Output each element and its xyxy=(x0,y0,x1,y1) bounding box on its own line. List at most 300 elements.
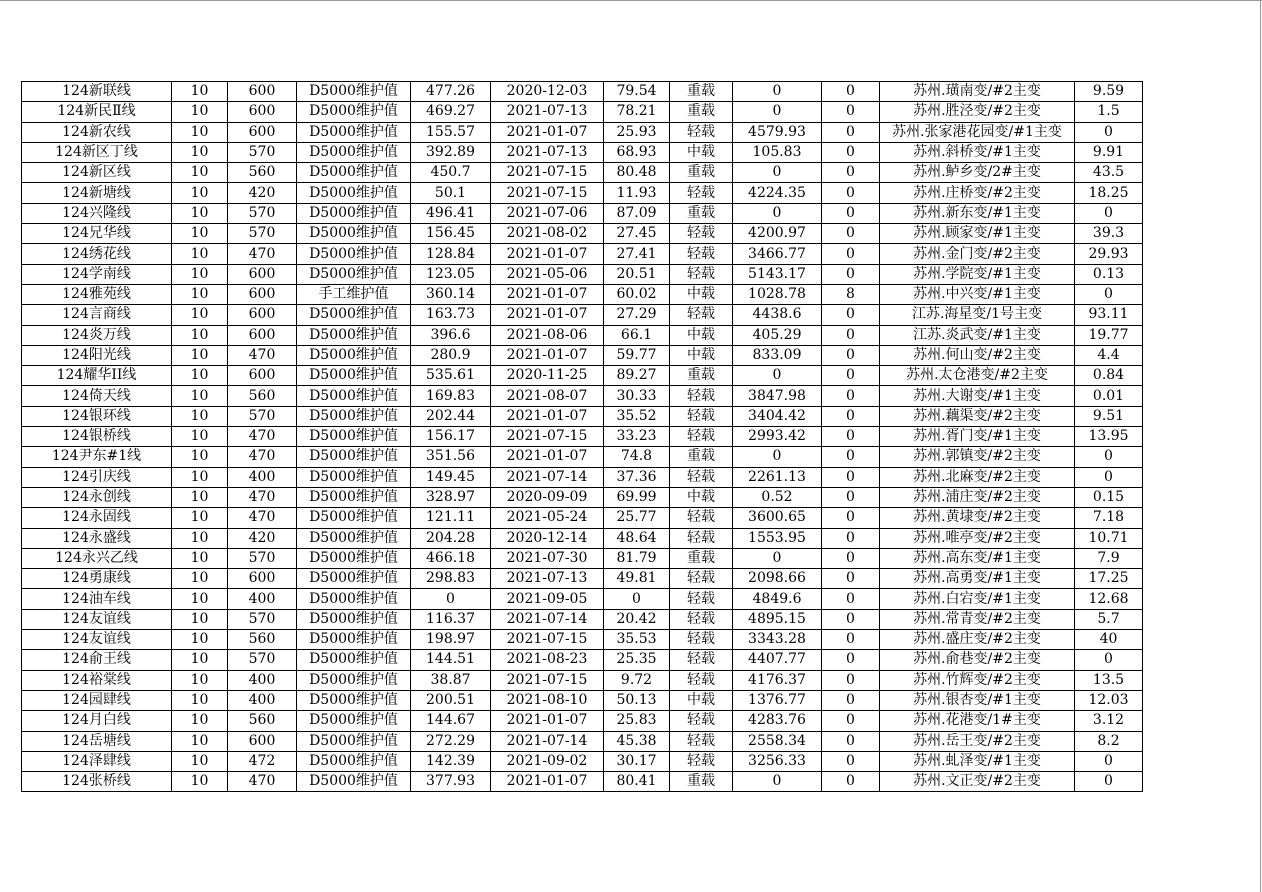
load-rate-cell[interactable]: 68.93 xyxy=(604,142,670,162)
value-cell[interactable]: 5.7 xyxy=(1075,609,1143,629)
substation-cell[interactable]: 苏州.竹辉变/#2主变 xyxy=(880,670,1075,690)
table-row[interactable] xyxy=(22,264,1143,284)
load-rate-cell[interactable]: 9.72 xyxy=(604,670,670,690)
current-cell[interactable]: 156.17 xyxy=(411,427,491,447)
substation-cell[interactable]: 苏州.胜泾变/#2主变 xyxy=(880,102,1075,122)
table-row[interactable] xyxy=(22,670,1143,690)
line-name-cell[interactable]: 124永创线 xyxy=(22,487,172,507)
load-rate-cell[interactable]: 45.38 xyxy=(604,731,670,751)
voltage-cell[interactable]: 10 xyxy=(172,731,228,751)
source-cell[interactable]: D5000维护值 xyxy=(297,325,411,345)
source-cell[interactable]: D5000维护值 xyxy=(297,142,411,162)
current-cell[interactable]: 496.41 xyxy=(411,203,491,223)
voltage-cell[interactable]: 10 xyxy=(172,690,228,710)
count-cell[interactable]: 0 xyxy=(822,772,880,792)
count-cell[interactable]: 0 xyxy=(822,427,880,447)
capacity-cell[interactable]: 4849.6 xyxy=(733,589,822,609)
count-cell[interactable]: 0 xyxy=(822,609,880,629)
value-cell[interactable]: 0.84 xyxy=(1075,366,1143,386)
current-cell[interactable]: 38.87 xyxy=(411,670,491,690)
source-cell[interactable]: D5000维护值 xyxy=(297,589,411,609)
table-row[interactable] xyxy=(22,630,1143,650)
source-cell[interactable]: D5000维护值 xyxy=(297,203,411,223)
value-cell[interactable]: 7.18 xyxy=(1075,508,1143,528)
load-rate-cell[interactable]: 27.45 xyxy=(604,224,670,244)
rated-current-cell[interactable]: 470 xyxy=(228,772,297,792)
load-level-cell[interactable]: 轻载 xyxy=(670,264,733,284)
count-cell[interactable]: 0 xyxy=(822,548,880,568)
line-name-cell[interactable]: 124尹东#1线 xyxy=(22,447,172,467)
load-level-cell[interactable]: 重载 xyxy=(670,447,733,467)
load-level-cell[interactable]: 轻载 xyxy=(670,711,733,731)
load-rate-cell[interactable]: 48.64 xyxy=(604,528,670,548)
line-name-cell[interactable]: 124园肆线 xyxy=(22,690,172,710)
capacity-cell[interactable]: 0 xyxy=(733,102,822,122)
line-name-cell[interactable]: 124学南线 xyxy=(22,264,172,284)
load-level-cell[interactable]: 中载 xyxy=(670,142,733,162)
table-row[interactable] xyxy=(22,427,1143,447)
count-cell[interactable]: 0 xyxy=(822,183,880,203)
load-rate-cell[interactable]: 20.51 xyxy=(604,264,670,284)
capacity-cell[interactable]: 0 xyxy=(733,163,822,183)
load-rate-cell[interactable]: 25.93 xyxy=(604,122,670,142)
source-cell[interactable]: D5000维护值 xyxy=(297,772,411,792)
substation-cell[interactable]: 苏州.黄埭变/#2主变 xyxy=(880,508,1075,528)
source-cell[interactable]: D5000维护值 xyxy=(297,224,411,244)
value-cell[interactable]: 39.3 xyxy=(1075,224,1143,244)
load-level-cell[interactable]: 轻载 xyxy=(670,630,733,650)
capacity-cell[interactable]: 2558.34 xyxy=(733,731,822,751)
date-cell[interactable]: 2021-05-06 xyxy=(491,264,604,284)
value-cell[interactable]: 0 xyxy=(1075,467,1143,487)
rated-current-cell[interactable]: 560 xyxy=(228,630,297,650)
capacity-cell[interactable]: 833.09 xyxy=(733,345,822,365)
load-level-cell[interactable]: 轻载 xyxy=(670,650,733,670)
substation-cell[interactable]: 苏州.璜南变/#2主变 xyxy=(880,82,1075,102)
current-cell[interactable]: 280.9 xyxy=(411,345,491,365)
date-cell[interactable]: 2021-05-24 xyxy=(491,508,604,528)
date-cell[interactable]: 2021-09-02 xyxy=(491,751,604,771)
value-cell[interactable]: 12.68 xyxy=(1075,589,1143,609)
value-cell[interactable]: 9.91 xyxy=(1075,142,1143,162)
table-row[interactable] xyxy=(22,102,1143,122)
load-rate-cell[interactable]: 25.35 xyxy=(604,650,670,670)
current-cell[interactable]: 0 xyxy=(411,589,491,609)
capacity-cell[interactable]: 405.29 xyxy=(733,325,822,345)
count-cell[interactable]: 0 xyxy=(822,508,880,528)
rated-current-cell[interactable]: 470 xyxy=(228,487,297,507)
date-cell[interactable]: 2021-01-07 xyxy=(491,284,604,304)
table-row[interactable] xyxy=(22,183,1143,203)
capacity-cell[interactable]: 0 xyxy=(733,82,822,102)
voltage-cell[interactable]: 10 xyxy=(172,325,228,345)
load-level-cell[interactable]: 轻载 xyxy=(670,244,733,264)
current-cell[interactable]: 204.28 xyxy=(411,528,491,548)
line-name-cell[interactable]: 124绣花线 xyxy=(22,244,172,264)
rated-current-cell[interactable]: 400 xyxy=(228,467,297,487)
substation-cell[interactable]: 苏州.俞巷变/#2主变 xyxy=(880,650,1075,670)
voltage-cell[interactable]: 10 xyxy=(172,163,228,183)
count-cell[interactable]: 8 xyxy=(822,284,880,304)
table-row[interactable] xyxy=(22,731,1143,751)
load-rate-cell[interactable]: 35.52 xyxy=(604,406,670,426)
value-cell[interactable]: 29.93 xyxy=(1075,244,1143,264)
current-cell[interactable]: 200.51 xyxy=(411,690,491,710)
rated-current-cell[interactable]: 600 xyxy=(228,82,297,102)
voltage-cell[interactable]: 10 xyxy=(172,630,228,650)
source-cell[interactable]: D5000维护值 xyxy=(297,751,411,771)
value-cell[interactable]: 93.11 xyxy=(1075,305,1143,325)
load-level-cell[interactable]: 轻载 xyxy=(670,731,733,751)
source-cell[interactable]: D5000维护值 xyxy=(297,102,411,122)
voltage-cell[interactable]: 10 xyxy=(172,609,228,629)
source-cell[interactable]: D5000维护值 xyxy=(297,630,411,650)
line-name-cell[interactable]: 124勇康线 xyxy=(22,569,172,589)
table-row[interactable] xyxy=(22,345,1143,365)
rated-current-cell[interactable]: 470 xyxy=(228,508,297,528)
date-cell[interactable]: 2020-12-03 xyxy=(491,82,604,102)
rated-current-cell[interactable]: 600 xyxy=(228,366,297,386)
capacity-cell[interactable]: 2261.13 xyxy=(733,467,822,487)
capacity-cell[interactable]: 0 xyxy=(733,366,822,386)
date-cell[interactable]: 2021-01-07 xyxy=(491,447,604,467)
source-cell[interactable]: D5000维护值 xyxy=(297,670,411,690)
voltage-cell[interactable]: 10 xyxy=(172,447,228,467)
current-cell[interactable]: 477.26 xyxy=(411,82,491,102)
count-cell[interactable]: 0 xyxy=(822,569,880,589)
substation-cell[interactable]: 苏州.新东变/#1主变 xyxy=(880,203,1075,223)
load-rate-cell[interactable]: 66.1 xyxy=(604,325,670,345)
voltage-cell[interactable]: 10 xyxy=(172,305,228,325)
rated-current-cell[interactable]: 470 xyxy=(228,244,297,264)
value-cell[interactable]: 0 xyxy=(1075,447,1143,467)
value-cell[interactable]: 18.25 xyxy=(1075,183,1143,203)
load-rate-cell[interactable]: 80.48 xyxy=(604,163,670,183)
source-cell[interactable]: D5000维护值 xyxy=(297,528,411,548)
line-name-cell[interactable]: 124兄华线 xyxy=(22,224,172,244)
count-cell[interactable]: 0 xyxy=(822,670,880,690)
date-cell[interactable]: 2021-07-13 xyxy=(491,142,604,162)
load-rate-cell[interactable]: 79.54 xyxy=(604,82,670,102)
capacity-cell[interactable]: 4407.77 xyxy=(733,650,822,670)
date-cell[interactable]: 2020-12-14 xyxy=(491,528,604,548)
value-cell[interactable]: 0 xyxy=(1075,122,1143,142)
rated-current-cell[interactable]: 470 xyxy=(228,427,297,447)
substation-cell[interactable]: 苏州.高东变/#1主变 xyxy=(880,548,1075,568)
voltage-cell[interactable]: 10 xyxy=(172,183,228,203)
line-name-cell[interactable]: 124永盛线 xyxy=(22,528,172,548)
substation-cell[interactable]: 苏州.张家港花园变/#1主变 xyxy=(880,122,1075,142)
source-cell[interactable]: D5000维护值 xyxy=(297,82,411,102)
voltage-cell[interactable]: 10 xyxy=(172,548,228,568)
current-cell[interactable]: 377.93 xyxy=(411,772,491,792)
substation-cell[interactable]: 苏州.胥门变/#1主变 xyxy=(880,427,1075,447)
capacity-cell[interactable]: 0.52 xyxy=(733,487,822,507)
rated-current-cell[interactable]: 600 xyxy=(228,305,297,325)
source-cell[interactable]: D5000维护值 xyxy=(297,345,411,365)
current-cell[interactable]: 123.05 xyxy=(411,264,491,284)
load-rate-cell[interactable]: 11.93 xyxy=(604,183,670,203)
date-cell[interactable]: 2020-11-25 xyxy=(491,366,604,386)
load-level-cell[interactable]: 轻载 xyxy=(670,406,733,426)
table-row[interactable] xyxy=(22,284,1143,304)
table-row[interactable] xyxy=(22,386,1143,406)
count-cell[interactable]: 0 xyxy=(822,650,880,670)
load-level-cell[interactable]: 轻载 xyxy=(670,427,733,447)
value-cell[interactable]: 7.9 xyxy=(1075,548,1143,568)
rated-current-cell[interactable]: 560 xyxy=(228,163,297,183)
current-cell[interactable]: 198.97 xyxy=(411,630,491,650)
count-cell[interactable]: 0 xyxy=(822,102,880,122)
substation-cell[interactable]: 苏州.顾家变/#1主变 xyxy=(880,224,1075,244)
count-cell[interactable]: 0 xyxy=(822,325,880,345)
capacity-cell[interactable]: 1553.95 xyxy=(733,528,822,548)
load-level-cell[interactable]: 轻载 xyxy=(670,751,733,771)
line-name-cell[interactable]: 124雅苑线 xyxy=(22,284,172,304)
current-cell[interactable]: 156.45 xyxy=(411,224,491,244)
value-cell[interactable]: 4.4 xyxy=(1075,345,1143,365)
current-cell[interactable]: 272.29 xyxy=(411,731,491,751)
capacity-cell[interactable]: 3600.65 xyxy=(733,508,822,528)
capacity-cell[interactable]: 4176.37 xyxy=(733,670,822,690)
voltage-cell[interactable]: 10 xyxy=(172,772,228,792)
load-level-cell[interactable]: 重载 xyxy=(670,163,733,183)
table-row[interactable] xyxy=(22,487,1143,507)
substation-cell[interactable]: 苏州.中兴变/#1主变 xyxy=(880,284,1075,304)
load-level-cell[interactable]: 轻载 xyxy=(670,569,733,589)
source-cell[interactable]: D5000维护值 xyxy=(297,183,411,203)
load-level-cell[interactable]: 中载 xyxy=(670,487,733,507)
value-cell[interactable]: 13.95 xyxy=(1075,427,1143,447)
capacity-cell[interactable]: 1028.78 xyxy=(733,284,822,304)
substation-cell[interactable]: 苏州.北麻变/#2主变 xyxy=(880,467,1075,487)
value-cell[interactable]: 0.15 xyxy=(1075,487,1143,507)
line-name-cell[interactable]: 124银环线 xyxy=(22,406,172,426)
table-row[interactable] xyxy=(22,751,1143,771)
capacity-cell[interactable]: 4895.15 xyxy=(733,609,822,629)
count-cell[interactable]: 0 xyxy=(822,447,880,467)
value-cell[interactable]: 12.03 xyxy=(1075,690,1143,710)
rated-current-cell[interactable]: 600 xyxy=(228,569,297,589)
source-cell[interactable]: D5000维护值 xyxy=(297,548,411,568)
table-row[interactable] xyxy=(22,447,1143,467)
count-cell[interactable]: 0 xyxy=(822,82,880,102)
load-rate-cell[interactable]: 80.41 xyxy=(604,772,670,792)
load-rate-cell[interactable]: 30.33 xyxy=(604,386,670,406)
rated-current-cell[interactable]: 570 xyxy=(228,203,297,223)
source-cell[interactable]: D5000维护值 xyxy=(297,122,411,142)
date-cell[interactable]: 2021-08-23 xyxy=(491,650,604,670)
current-cell[interactable]: 169.83 xyxy=(411,386,491,406)
table-row[interactable] xyxy=(22,589,1143,609)
line-name-cell[interactable]: 124银桥线 xyxy=(22,427,172,447)
date-cell[interactable]: 2021-01-07 xyxy=(491,772,604,792)
load-level-cell[interactable]: 轻载 xyxy=(670,609,733,629)
rated-current-cell[interactable]: 600 xyxy=(228,284,297,304)
date-cell[interactable]: 2021-07-06 xyxy=(491,203,604,223)
load-rate-cell[interactable]: 49.81 xyxy=(604,569,670,589)
load-level-cell[interactable]: 轻载 xyxy=(670,528,733,548)
load-rate-cell[interactable]: 74.8 xyxy=(604,447,670,467)
voltage-cell[interactable]: 10 xyxy=(172,244,228,264)
substation-cell[interactable]: 苏州.大谢变/#1主变 xyxy=(880,386,1075,406)
capacity-cell[interactable]: 4200.97 xyxy=(733,224,822,244)
rated-current-cell[interactable]: 570 xyxy=(228,406,297,426)
date-cell[interactable]: 2021-01-07 xyxy=(491,244,604,264)
current-cell[interactable]: 202.44 xyxy=(411,406,491,426)
line-name-cell[interactable]: 124阳光线 xyxy=(22,345,172,365)
rated-current-cell[interactable]: 420 xyxy=(228,183,297,203)
capacity-cell[interactable]: 0 xyxy=(733,772,822,792)
date-cell[interactable]: 2021-07-14 xyxy=(491,609,604,629)
value-cell[interactable]: 17.25 xyxy=(1075,569,1143,589)
rated-current-cell[interactable]: 570 xyxy=(228,609,297,629)
table-row[interactable] xyxy=(22,142,1143,162)
count-cell[interactable]: 0 xyxy=(822,203,880,223)
count-cell[interactable]: 0 xyxy=(822,366,880,386)
rated-current-cell[interactable]: 400 xyxy=(228,670,297,690)
table-row[interactable] xyxy=(22,772,1143,792)
table-row[interactable] xyxy=(22,650,1143,670)
line-name-cell[interactable]: 124月白线 xyxy=(22,711,172,731)
load-level-cell[interactable]: 轻载 xyxy=(670,589,733,609)
source-cell[interactable]: D5000维护值 xyxy=(297,264,411,284)
table-row[interactable] xyxy=(22,711,1143,731)
load-level-cell[interactable]: 重载 xyxy=(670,366,733,386)
value-cell[interactable]: 40 xyxy=(1075,630,1143,650)
value-cell[interactable]: 0 xyxy=(1075,772,1143,792)
load-rate-cell[interactable]: 27.41 xyxy=(604,244,670,264)
count-cell[interactable]: 0 xyxy=(822,528,880,548)
current-cell[interactable]: 144.51 xyxy=(411,650,491,670)
value-cell[interactable]: 0 xyxy=(1075,751,1143,771)
capacity-cell[interactable]: 3256.33 xyxy=(733,751,822,771)
source-cell[interactable]: D5000维护值 xyxy=(297,447,411,467)
line-name-cell[interactable]: 124岳塘线 xyxy=(22,731,172,751)
voltage-cell[interactable]: 10 xyxy=(172,406,228,426)
rated-current-cell[interactable]: 570 xyxy=(228,142,297,162)
count-cell[interactable]: 0 xyxy=(822,589,880,609)
count-cell[interactable]: 0 xyxy=(822,487,880,507)
line-name-cell[interactable]: 124耀华II线 xyxy=(22,366,172,386)
date-cell[interactable]: 2021-08-02 xyxy=(491,224,604,244)
load-level-cell[interactable]: 轻载 xyxy=(670,305,733,325)
line-name-cell[interactable]: 124友谊线 xyxy=(22,630,172,650)
current-cell[interactable]: 116.37 xyxy=(411,609,491,629)
count-cell[interactable]: 0 xyxy=(822,345,880,365)
count-cell[interactable]: 0 xyxy=(822,244,880,264)
substation-cell[interactable]: 苏州.岳王变/#2主变 xyxy=(880,731,1075,751)
voltage-cell[interactable]: 10 xyxy=(172,366,228,386)
table-row[interactable] xyxy=(22,548,1143,568)
capacity-cell[interactable]: 3343.28 xyxy=(733,630,822,650)
rated-current-cell[interactable]: 470 xyxy=(228,447,297,467)
count-cell[interactable]: 0 xyxy=(822,264,880,284)
substation-cell[interactable]: 苏州.庄桥变/#2主变 xyxy=(880,183,1075,203)
value-cell[interactable]: 1.5 xyxy=(1075,102,1143,122)
line-name-cell[interactable]: 124泽肆线 xyxy=(22,751,172,771)
load-level-cell[interactable]: 轻载 xyxy=(670,508,733,528)
voltage-cell[interactable]: 10 xyxy=(172,427,228,447)
rated-current-cell[interactable]: 600 xyxy=(228,731,297,751)
date-cell[interactable]: 2021-07-13 xyxy=(491,569,604,589)
date-cell[interactable]: 2021-07-15 xyxy=(491,630,604,650)
substation-cell[interactable]: 苏州.鲈乡变/2#主变 xyxy=(880,163,1075,183)
count-cell[interactable]: 0 xyxy=(822,731,880,751)
load-rate-cell[interactable]: 59.77 xyxy=(604,345,670,365)
voltage-cell[interactable]: 10 xyxy=(172,508,228,528)
line-name-cell[interactable]: 124炎万线 xyxy=(22,325,172,345)
value-cell[interactable]: 0 xyxy=(1075,650,1143,670)
line-name-cell[interactable]: 124新塘线 xyxy=(22,183,172,203)
line-name-cell[interactable]: 124裕棠线 xyxy=(22,670,172,690)
capacity-cell[interactable]: 1376.77 xyxy=(733,690,822,710)
line-name-cell[interactable]: 124新联线 xyxy=(22,82,172,102)
load-level-cell[interactable]: 中载 xyxy=(670,690,733,710)
table-row[interactable] xyxy=(22,467,1143,487)
table-row[interactable] xyxy=(22,244,1143,264)
voltage-cell[interactable]: 10 xyxy=(172,224,228,244)
value-cell[interactable]: 19.77 xyxy=(1075,325,1143,345)
voltage-cell[interactable]: 10 xyxy=(172,569,228,589)
source-cell[interactable]: D5000维护值 xyxy=(297,467,411,487)
current-cell[interactable]: 450.7 xyxy=(411,163,491,183)
count-cell[interactable]: 0 xyxy=(822,751,880,771)
substation-cell[interactable]: 苏州.高勇变/#1主变 xyxy=(880,569,1075,589)
line-name-cell[interactable]: 124永固线 xyxy=(22,508,172,528)
date-cell[interactable]: 2021-07-15 xyxy=(491,427,604,447)
value-cell[interactable]: 0.01 xyxy=(1075,386,1143,406)
load-level-cell[interactable]: 轻载 xyxy=(670,224,733,244)
line-name-cell[interactable]: 124永兴乙线 xyxy=(22,548,172,568)
date-cell[interactable]: 2021-08-06 xyxy=(491,325,604,345)
value-cell[interactable]: 3.12 xyxy=(1075,711,1143,731)
load-rate-cell[interactable]: 87.09 xyxy=(604,203,670,223)
table-row[interactable] xyxy=(22,609,1143,629)
table-row[interactable] xyxy=(22,690,1143,710)
date-cell[interactable]: 2021-01-07 xyxy=(491,122,604,142)
line-name-cell[interactable]: 124引庆线 xyxy=(22,467,172,487)
load-rate-cell[interactable]: 25.77 xyxy=(604,508,670,528)
date-cell[interactable]: 2021-01-07 xyxy=(491,345,604,365)
rated-current-cell[interactable]: 570 xyxy=(228,650,297,670)
voltage-cell[interactable]: 10 xyxy=(172,345,228,365)
load-rate-cell[interactable]: 27.29 xyxy=(604,305,670,325)
rated-current-cell[interactable]: 570 xyxy=(228,224,297,244)
date-cell[interactable]: 2021-01-07 xyxy=(491,406,604,426)
substation-cell[interactable]: 苏州.银杏变/#1主变 xyxy=(880,690,1075,710)
current-cell[interactable]: 144.67 xyxy=(411,711,491,731)
rated-current-cell[interactable]: 400 xyxy=(228,589,297,609)
source-cell[interactable]: D5000维护值 xyxy=(297,609,411,629)
voltage-cell[interactable]: 10 xyxy=(172,82,228,102)
load-level-cell[interactable]: 轻载 xyxy=(670,183,733,203)
value-cell[interactable]: 9.59 xyxy=(1075,82,1143,102)
rated-current-cell[interactable]: 600 xyxy=(228,264,297,284)
source-cell[interactable]: D5000维护值 xyxy=(297,366,411,386)
substation-cell[interactable]: 苏州.唯亭变/#2主变 xyxy=(880,528,1075,548)
load-level-cell[interactable]: 轻载 xyxy=(670,670,733,690)
capacity-cell[interactable]: 3847.98 xyxy=(733,386,822,406)
rated-current-cell[interactable]: 600 xyxy=(228,122,297,142)
count-cell[interactable]: 0 xyxy=(822,163,880,183)
load-level-cell[interactable]: 中载 xyxy=(670,325,733,345)
count-cell[interactable]: 0 xyxy=(822,142,880,162)
table-row[interactable] xyxy=(22,82,1143,102)
voltage-cell[interactable]: 10 xyxy=(172,487,228,507)
load-level-cell[interactable]: 中载 xyxy=(670,345,733,365)
load-rate-cell[interactable]: 37.36 xyxy=(604,467,670,487)
